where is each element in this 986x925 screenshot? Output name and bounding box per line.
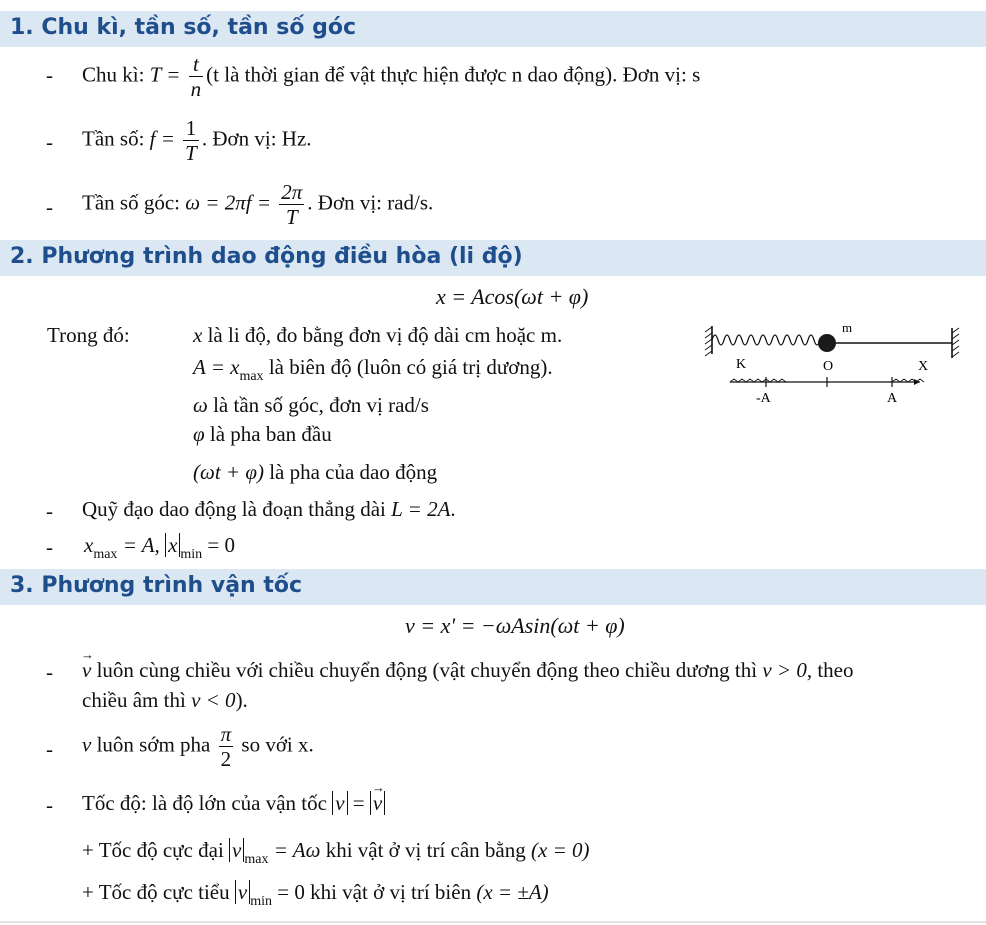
ang-note: . Đơn vị: rad/s. [307,190,434,215]
x-desc: là li độ, đo bằng đơn vị độ dài cm hoặc m. [202,323,563,347]
spring-oscillator-diagram [702,318,964,410]
ang-label: Tần số góc: [82,190,186,215]
angular-frequency-line [82,180,433,229]
bullet: - [46,499,53,523]
xmin-end: = 0 [202,533,236,557]
freq-den: T [185,141,197,165]
period-line [82,52,700,101]
spring [712,335,826,345]
xmin-sub: min [180,547,203,562]
freq-note: . Đơn vị: Hz. [201,126,312,151]
min-cond: khi vật ở vị trí biên [304,880,477,904]
period-label: Chu kì: [82,62,150,87]
phase-definition [193,459,437,485]
max-pos: (x = 0) [531,838,590,862]
mass-ball [818,334,836,352]
period-eq: T = [149,62,186,87]
omega-definition [193,392,429,418]
left-wall-hatch [705,327,712,356]
dir-positive: v > 0 [762,658,807,682]
traj-eq: L = 2A [391,497,451,521]
label-m: m [842,320,853,335]
phase-lead-line [82,722,314,771]
bullet: - [46,793,53,817]
xmax-line [84,532,235,568]
x-symbol: x [193,323,203,347]
min-text: + Tốc độ cực tiểu [82,880,235,904]
direction-line-2 [82,687,248,713]
dir-text-2: , theo [806,658,854,682]
label-x: X [918,359,929,374]
v-vector: → v [82,657,91,683]
max-eq: = Aω [268,838,321,862]
frequency-line [82,116,312,165]
velocity-equation: v = x' = −ωAsin(ωt + φ) [405,613,625,638]
phi-definition [193,421,332,447]
bullet: - [46,63,53,87]
dir-line2-b: ). [235,688,248,712]
label-k: K [736,357,747,372]
xmax-symbol: x [84,533,94,557]
x-definition [193,322,562,348]
dir-text-1: luôn cùng chiều với chiều chuyển động (vật chuyển động theo chiều dương thì [91,658,763,682]
bullet: - [46,660,53,684]
max-sub: max [244,852,269,867]
dir-negative: v < 0 [191,688,236,712]
bullet: - [46,737,53,761]
freq-fraction [183,116,199,165]
section-3-header [0,569,986,605]
phi-desc: là pha ban đầu [204,422,332,446]
freq-num: 1 [183,116,199,141]
speed-line [82,790,385,816]
speed-eq: = [347,791,370,815]
section-3-title: 3. Phương trình vận tốc [10,573,303,598]
speed-abs: v [332,791,347,815]
phi-symbol: φ [193,422,205,446]
traj-text: Quỹ đạo dao động là đoạn thẳng dài [82,497,392,521]
A-desc: là biên độ (luôn có giá trị dương). [263,355,553,379]
trajectory-line [82,496,456,522]
omega-symbol: ω [193,393,208,417]
min-sub: min [250,894,272,909]
lead-end: so với x. [236,732,314,757]
min-abs: v [235,880,250,904]
phase-desc: là pha của dao động [263,460,438,484]
max-cond: khi vật ở vị trí cân bằng [320,838,531,862]
freq-eq: f = [149,126,181,151]
amplitude-definition [193,354,553,390]
traj-end: . [450,497,456,521]
min-speed-line [82,879,549,915]
bullet: - [46,195,53,219]
section-2-header [0,240,986,276]
A-symbol: A = x [193,355,240,379]
section-1-title: 1. Chu kì, tần số, tần số góc [10,15,357,40]
label-a: A [887,391,898,406]
direction-line-1 [82,657,854,683]
A-sub: max [239,369,264,384]
lead-fraction [219,722,234,771]
bullet: - [46,130,53,154]
max-text: + Tốc độ cực đại [82,838,230,862]
ang-eq: ω = 2πf = [185,190,277,215]
min-eq: = 0 [272,880,305,904]
displacement-equation: x = Acos(ωt + φ) [436,284,589,309]
period-note: (t là thời gian để vật thực hiện được n dao động). Đơn vị: s [206,62,701,87]
label-o: O [823,359,834,374]
period-den: n [190,77,202,101]
lead-text: luôn sớm pha [91,732,216,757]
section-2-title: 2. Phương trình dao động điều hòa (li độ) [10,244,523,269]
ang-fraction [279,180,304,229]
ang-den: T [285,205,298,229]
x-abs: x [165,533,180,557]
max-speed-line [82,837,589,873]
speed-vector: → v [373,790,382,816]
freq-label: Tần số: [82,126,150,151]
where-label: Trong đó: [47,323,130,347]
section-1-header [0,11,986,47]
dir-line2-a: chiều âm thì [82,688,192,712]
min-pos: (x = ±A) [476,880,549,904]
ang-num: 2π [281,180,303,204]
xmax-sub: max [93,547,118,562]
xmax-mid: = A, [117,533,166,557]
bottom-rule [0,921,986,923]
max-abs: v [229,838,244,862]
period-num: t [189,52,204,77]
lead-den: 2 [220,747,232,771]
right-wall-hatch [952,328,959,357]
phase-symbol: (ωt + φ) [193,460,264,484]
lead-symbol: v [82,732,92,757]
omega-desc: là tần số góc, đơn vị rad/s [207,393,429,417]
label-neg-a: -A [756,391,771,406]
speed-text: Tốc độ: là độ lớn của vận tốc [82,791,333,815]
bullet: - [46,535,53,559]
period-fraction [189,52,204,101]
lead-num: π [220,722,232,746]
